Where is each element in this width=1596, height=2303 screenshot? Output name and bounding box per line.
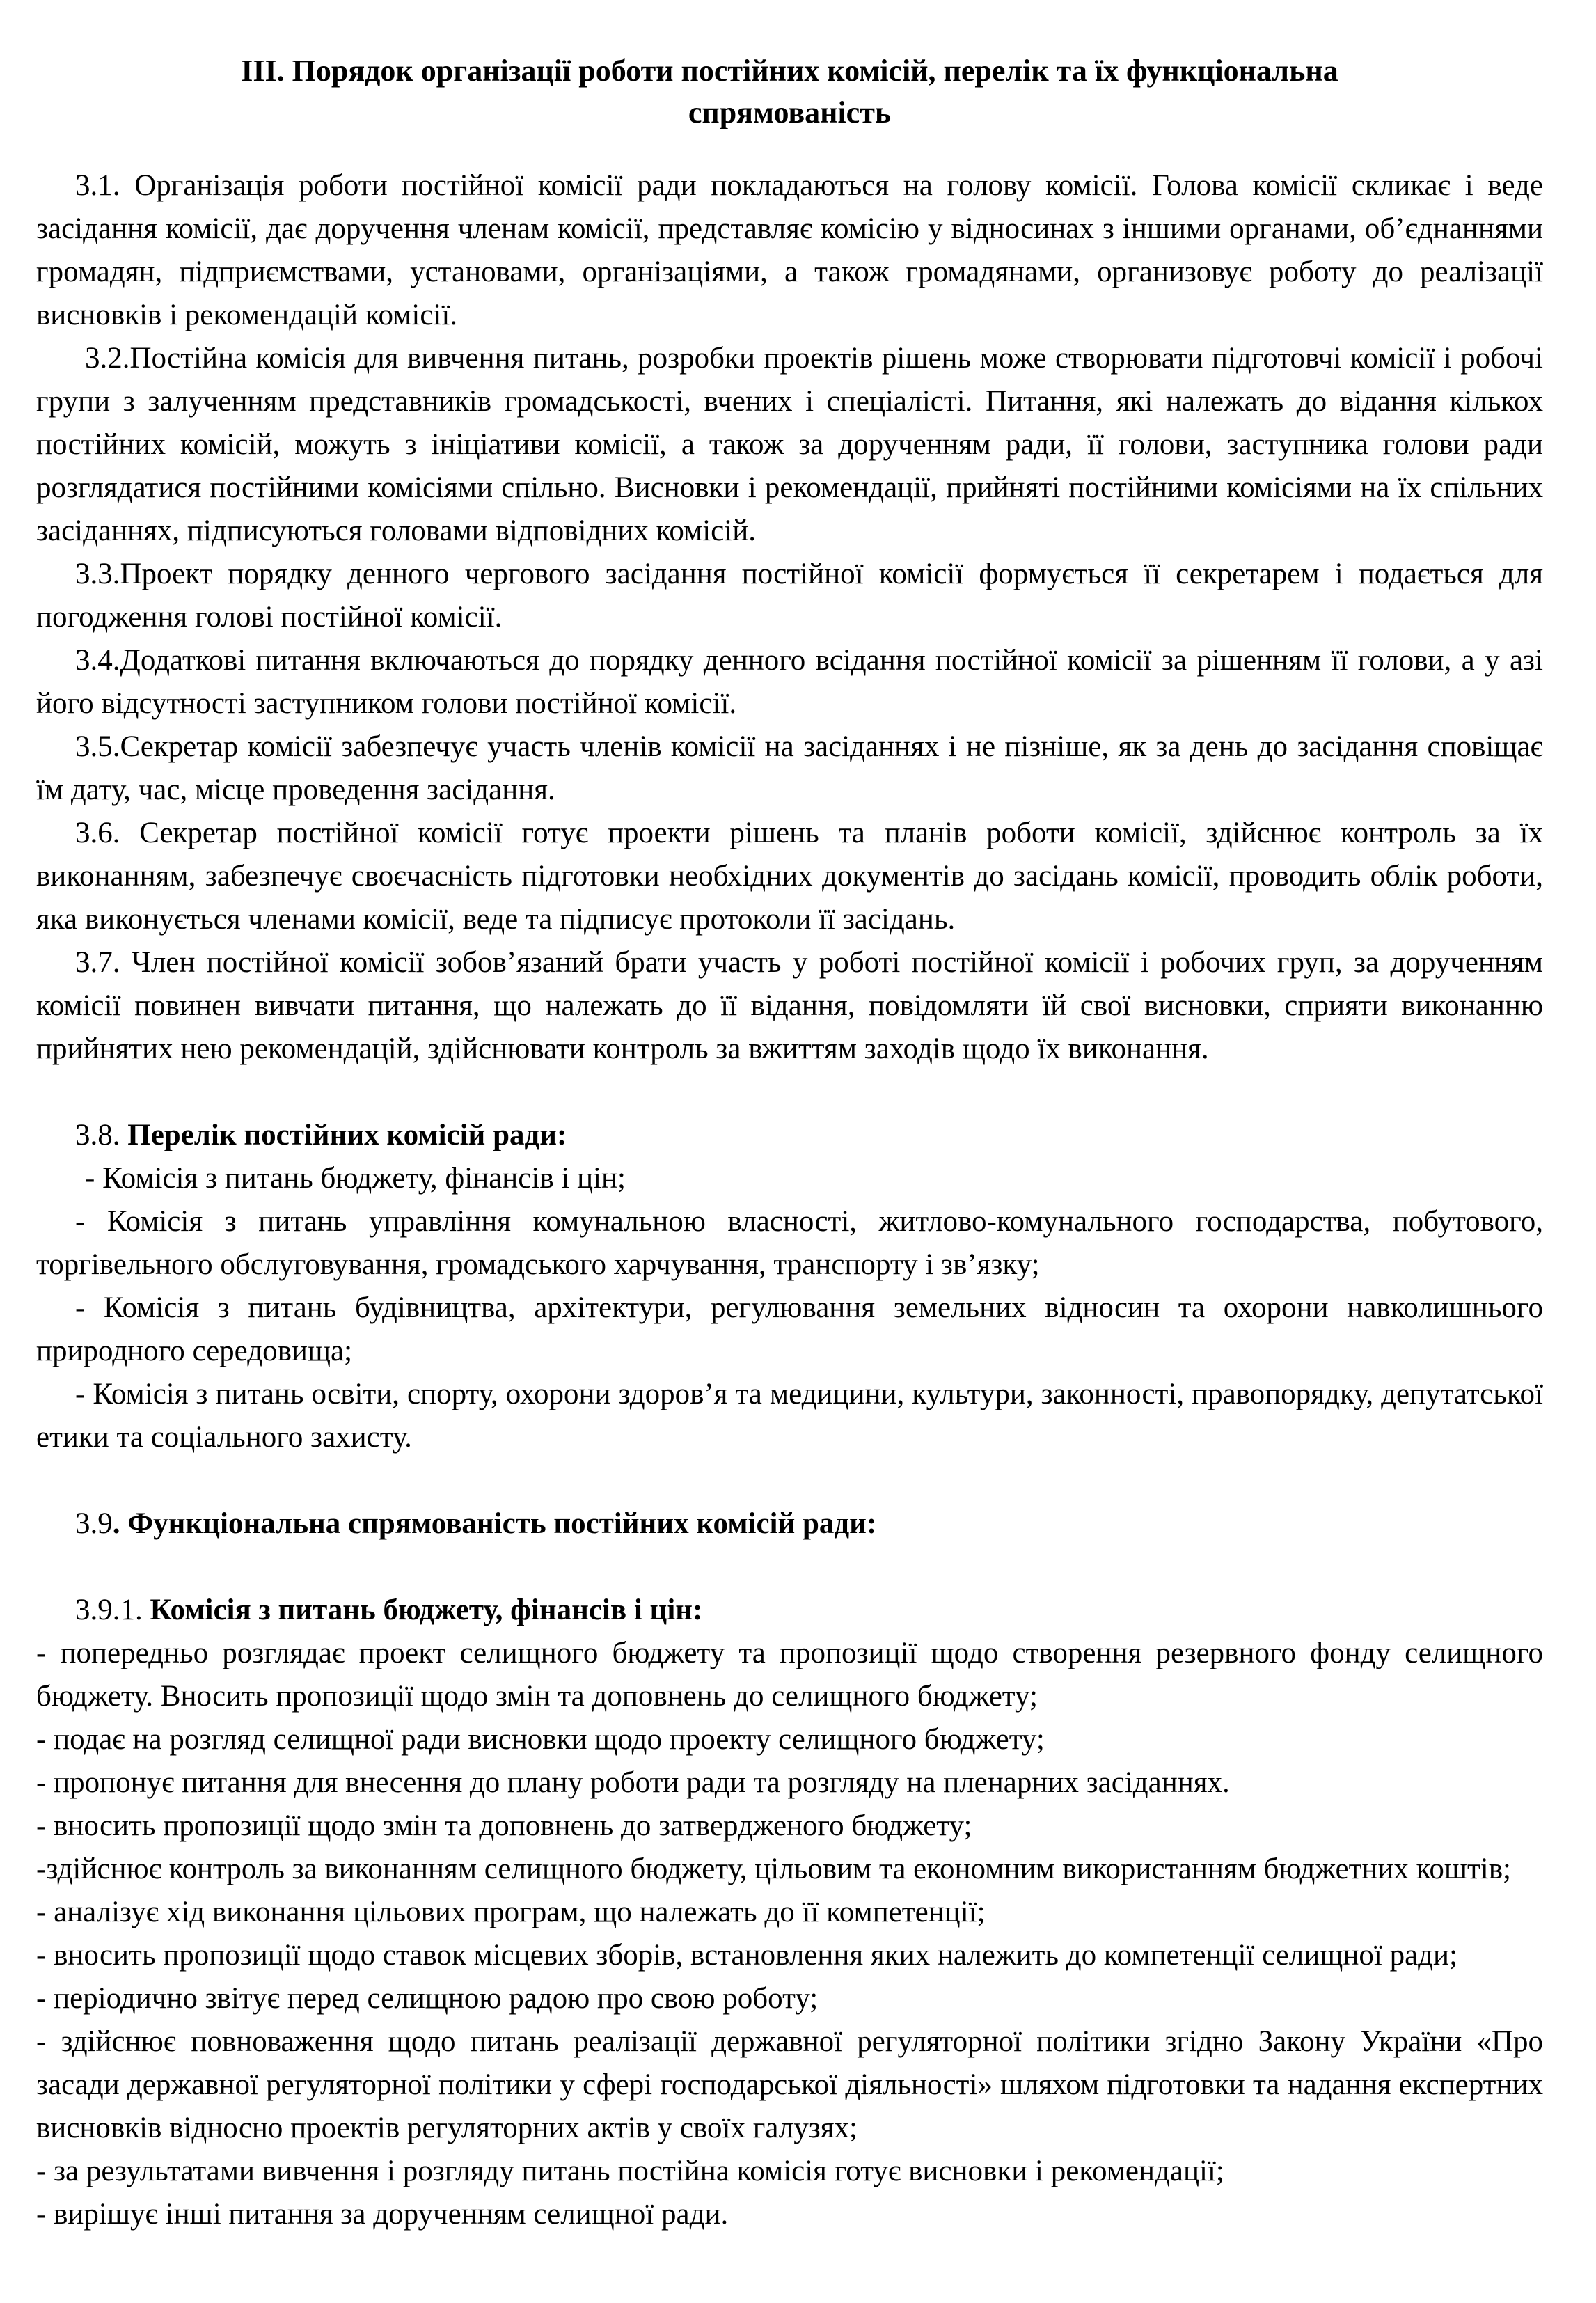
paragraph-3-2: 3.2.Постійна комісія для вивчення питань, розробки проектів рішень може створювати підготовчі комісії і робочі групи з залученням представників громадськості, вчених і спеціалісті. Питання, які належать до відання кількох постійних комісій, можуть з ініціативи комісії, а також за дорученням ради, її голови, заступника голови ради розглядатися постійними комісіями спільно. Висновки і рекомендації, прийняті постійними комісіями на їх спільних засіданнях, підписуються головами відповідних комісій. <box>36 342 1543 547</box>
duty-list-item: -здійснює контроль за виконанням селищного бюджету, цільовим та економним використанням бюджетних коштів; <box>36 1853 1511 1885</box>
spacer <box>36 1459 1543 1502</box>
section-title-line-1: III. Порядок організації роботи постійних комісій, перелік та їх функціональна <box>241 54 1338 88</box>
duty-list-item: - вносить пропозиції щодо ставок місцевих зборів, встановлення яких належить до компетенції селищної ради; <box>36 1939 1458 1972</box>
duty-list-item: - пропонує питання для внесення до плану роботи ради та розгляду на пленарних засіданнях. <box>36 1766 1230 1799</box>
duty-list-item: - вносить пропозиції щодо змін та доповнень до затвердженого бюджету; <box>36 1809 972 1842</box>
heading-3-8 <box>36 1114 1543 1157</box>
commission-list-item: - Комісія з питань будівництва, архітектури, регулювання земельних відносин та охорони навколишнього природного середовища; <box>36 1291 1543 1367</box>
heading-3-8-text: Перелік постійних комісій ради: <box>127 1119 567 1152</box>
heading-3-9-1-text: Комісія з питань бюджету, фінансів і цін: <box>150 1594 703 1626</box>
duty-list-item: - аналізує хід виконання цільових програм, що належать до її компетенції; <box>36 1896 986 1928</box>
duty-list-item: - здійснює повноваження щодо питань реалізації державної регуляторної політики згідно Закону України «Про засади державної регуляторної політики у сфері господарської діяльності» шляхом підготовки та надання експертних висновків відносно проектів регуляторних актів у своїх галузях; <box>36 2025 1543 2144</box>
duty-list-item: - періодично звітує перед селищною радою про свою роботу; <box>36 1982 819 2015</box>
duty-list-item: - вирішує інші питання за дорученням селищної ради. <box>36 2198 729 2231</box>
heading-3-9-1 <box>36 1589 1543 1632</box>
duty-list-item: - за результатами вивчення і розгляду питань постійна комісія готує висновки і рекомендації; <box>36 2155 1224 2187</box>
paragraph-3-5: 3.5.Секретар комісії забезпечує участь членів комісії на засіданнях і не пізніше, як за день до засідання сповіщає їм дату, час, місце проведення засідання. <box>36 730 1543 806</box>
paragraph-3-7: 3.7. Член постійної комісії зобов’язаний брати участь у роботі постійної комісії і робочих груп, за дорученням комісії повинен вивчати питання, що належать до її відання, повідомляти їй свої висновки, сприяти виконанню прийнятих нею рекомендацій, здійснювати контроль за вжиттям заходів щодо їх виконання. <box>36 946 1543 1065</box>
paragraph-3-6: 3.6. Секретар постійної комісії готує проекти рішень та планів роботи комісії, здійснює контроль за їх виконанням, забезпечує своєчасність підготовки необхідних документів до засідань комісії, проводить облік роботи, яка виконується членами комісії, веде та підписує протоколи її засідань. <box>36 817 1543 936</box>
section-title-line-2: спрямованість <box>688 95 892 129</box>
commission-list-item: - Комісія з питань бюджету, фінансів і цін; <box>85 1162 626 1195</box>
heading-3-9-number: 3.9 <box>75 1507 113 1540</box>
duty-list-item: - подає на розгляд селищної ради висновки щодо проекту селищного бюджету; <box>36 1723 1045 1756</box>
paragraph-3-1: 3.1. Організація роботи постійної комісії ради покладаються на голову комісії. Голова комісії скликає і веде засідання комісії, дає доручення членам комісії, представляє комісію у відносинах з іншими органами, об’єднаннями громадян, підприємствами, установами, організаціями, а також громадянами, организовує роботу до реалізації висновків і рекомендацій комісії. <box>36 169 1543 331</box>
commission-list-item: - Комісія з питань освіти, спорту, охорони здоров’я та медицини, культури, законності, правопорядку, депутатської етики та соціального захисту. <box>36 1378 1543 1454</box>
spacer <box>36 1071 1543 1114</box>
heading-3-8-number: 3.8. <box>75 1119 128 1152</box>
section-title <box>36 50 1543 134</box>
paragraph-3-3: 3.3.Проект порядку денного чергового засідання постійної комісії формується її секретарем і подається для погодження голові постійної комісії. <box>36 558 1543 634</box>
spacer <box>36 1546 1543 1589</box>
duty-list-item: - попередньо розглядає проект селищного бюджету та пропозиції щодо створення резервного фонду селищного бюджету. Вносить пропозиції щодо змін та доповнень до селищного бюджету; <box>36 1637 1543 1713</box>
heading-3-9-text: . Функціональна спрямованість постійних комісій ради: <box>112 1507 877 1540</box>
paragraph-3-4: 3.4.Додаткові питання включаються до порядку денного всідання постійної комісії за рішенням її голови, а у азі його відсутності заступником голови постійної комісії. <box>36 644 1543 720</box>
heading-3-9 <box>36 1502 1543 1546</box>
heading-3-9-1-number: 3.9.1. <box>75 1594 150 1626</box>
commission-list-item: - Комісія з питань управління комунальною власності, житлово-комунального господарства, побутового, торгівельного обслуговування, громадського харчування, транспорту і зв’язку; <box>36 1205 1543 1281</box>
